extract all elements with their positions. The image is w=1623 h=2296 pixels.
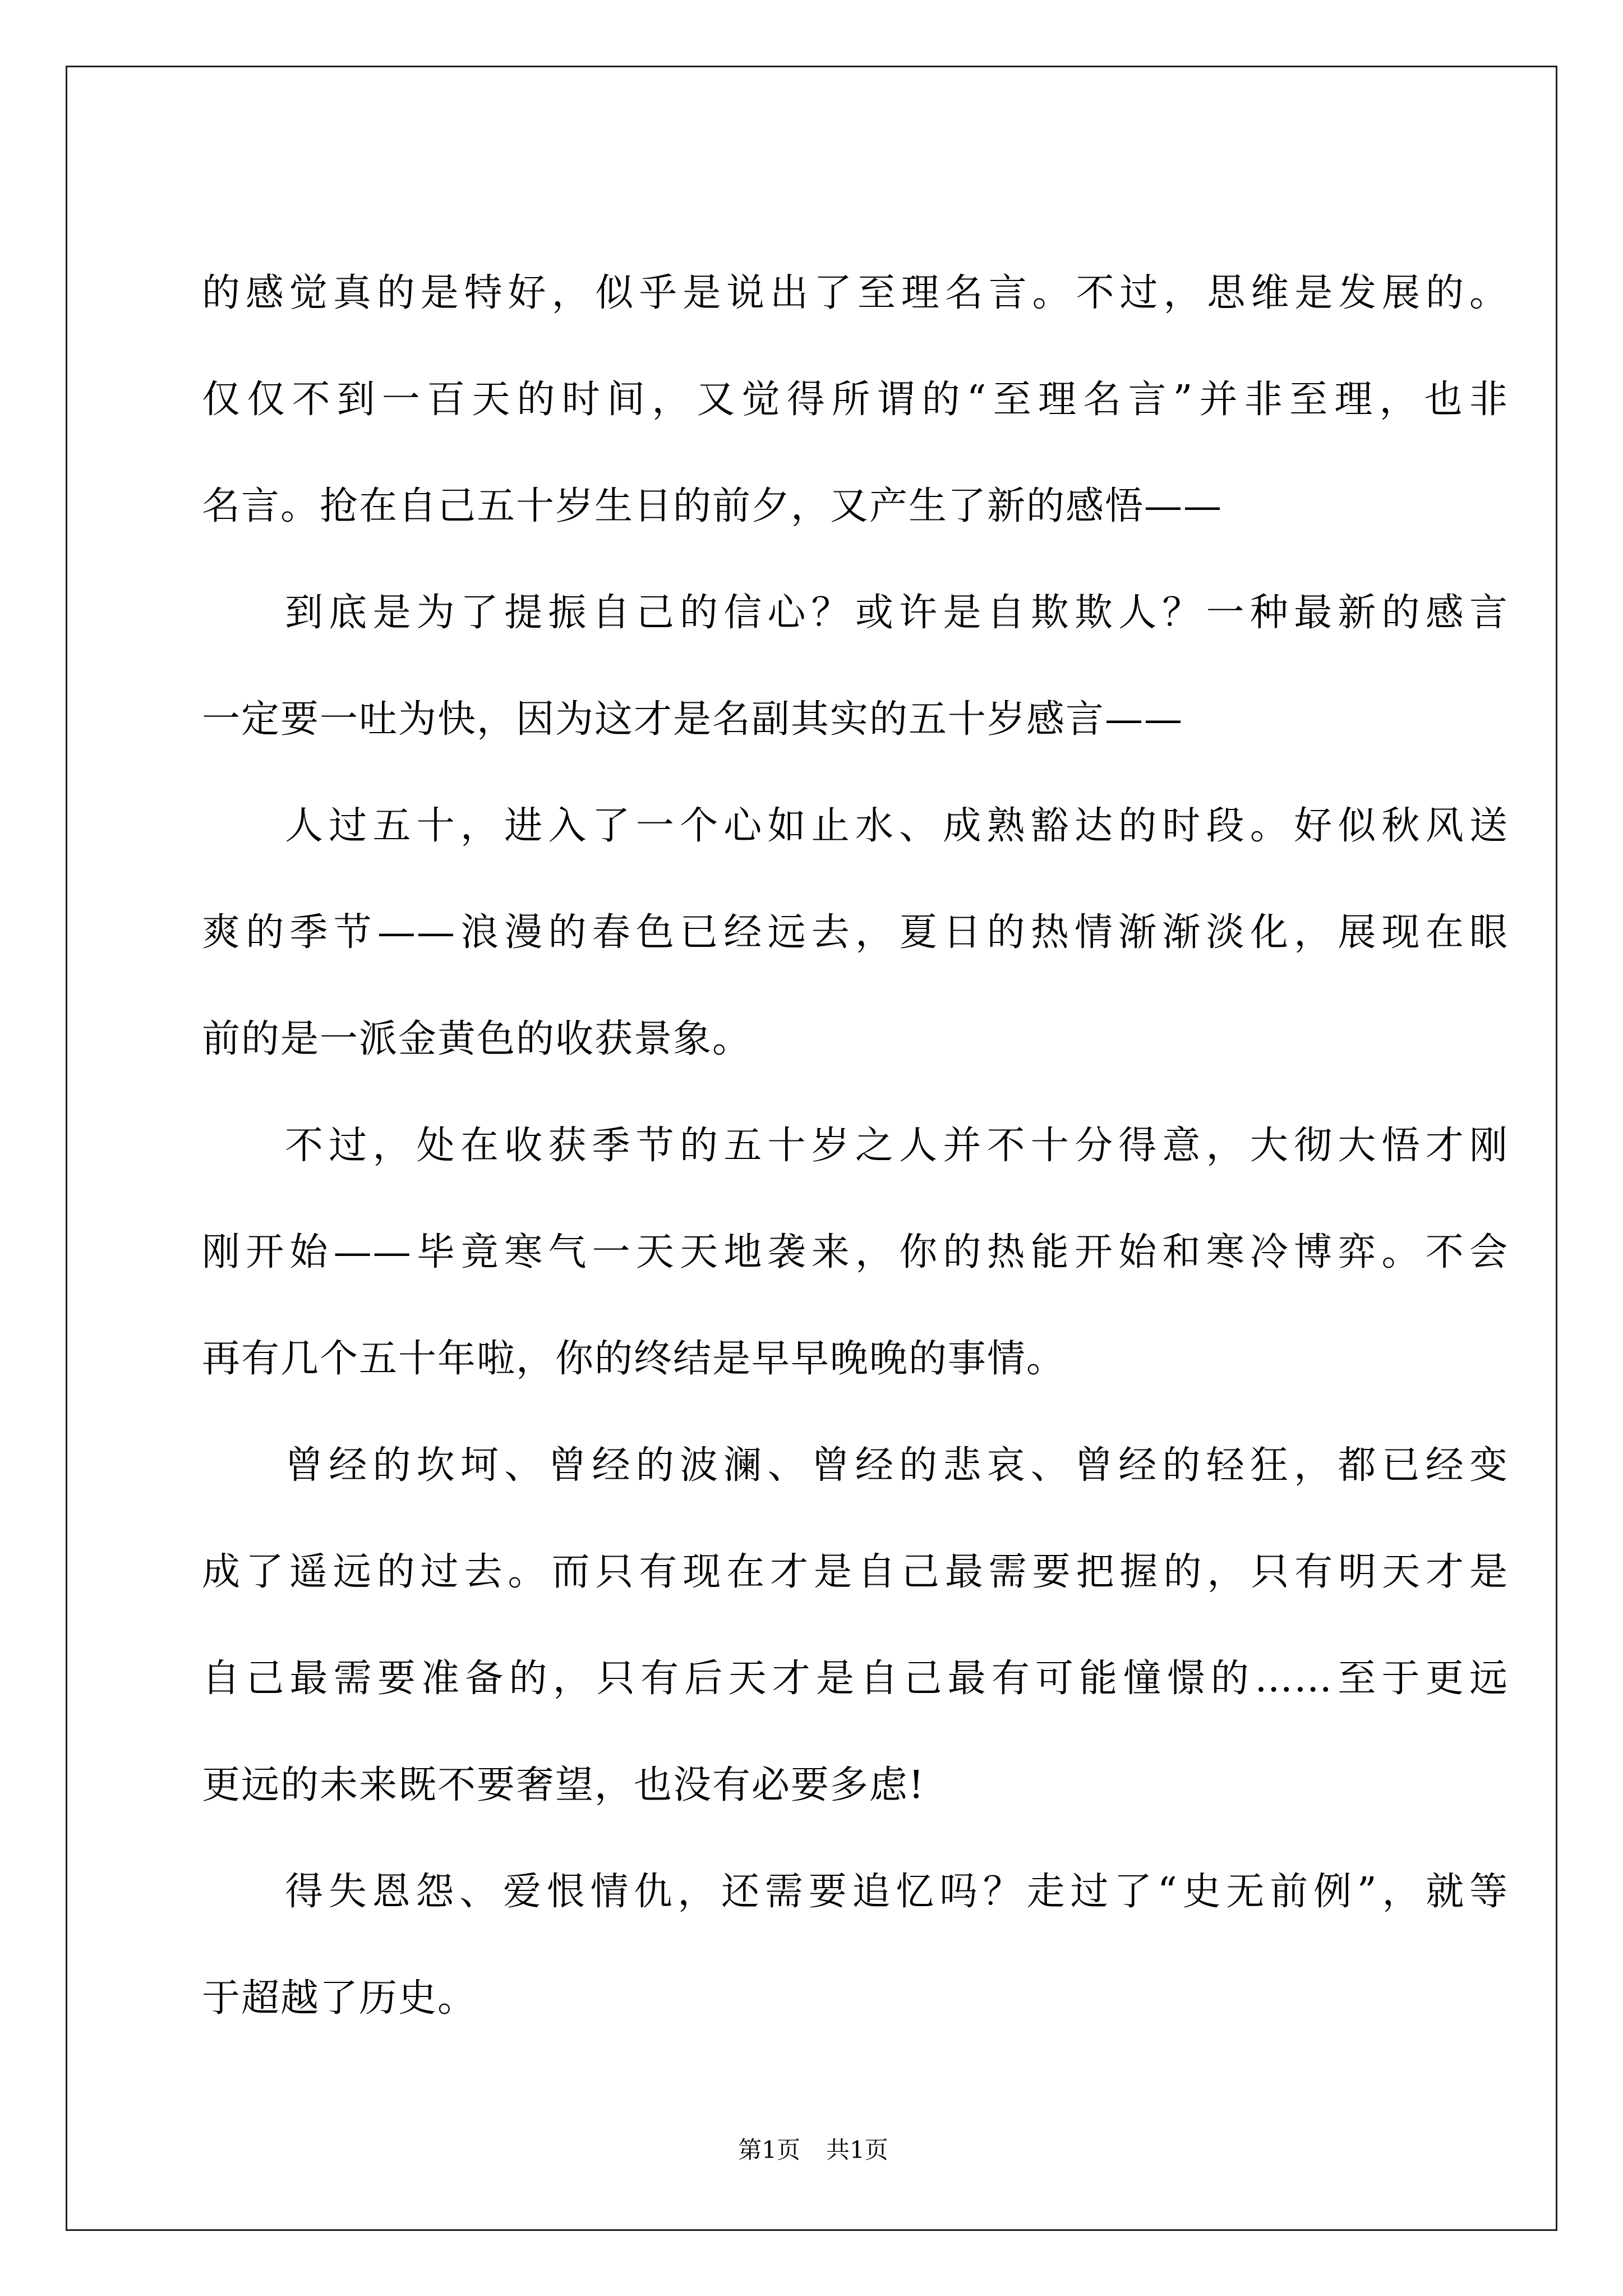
paragraph-first-line: 曾经的坎坷、曾经的波澜、曾经的悲哀、曾经的轻狂，都已经变 [285,1443,1509,1488]
text-line: 更远的未来既不要奢望，也没有必要多虑! [202,1763,925,1807]
text-line: 成了遥远的过去。而只有现在才是自己最需要把握的，只有明天才是 [202,1550,1509,1594]
page-footer [67,2136,1559,2164]
text-line: 名言。抢在自己五十岁生日的前夕，又产生了新的感悟—— [202,484,1223,528]
text-line: 再有几个五十年啦，你的终结是早早晚晚的事情。 [202,1337,1066,1381]
text-line: 一定要一吐为快，因为这才是名副其实的五十岁感言—— [202,697,1184,742]
text-line: 爽的季节——浪漫的春色已经远去，夏日的热情渐渐淡化，展现在眼 [202,910,1509,955]
paragraph-first-line: 到底是为了提振自己的信心？或许是自欺欺人？一种最新的感言 [285,591,1509,635]
page-number-current: 第1页 [738,2136,800,2164]
text-line: 仅仅不到一百天的时间，又觉得所谓的“至理名言”并非至理，也非 [202,378,1509,422]
text-line: 于超越了历史。 [202,1976,477,2021]
paragraph-first-line: 人过五十，进入了一个心如止水、成熟豁达的时段。好似秋风送 [285,804,1509,848]
text-line: 自己最需要准备的，只有后天才是自己最有可能憧憬的……至于更远 [202,1657,1509,1701]
document-body [202,67,1553,2233]
paragraph-first-line: 不过，处在收获季节的五十岁之人并不十分得意，大彻大悟才刚 [285,1124,1509,1168]
text-line: 刚开始——毕竟寒气一天天地袭来，你的热能开始和寒冷博弈。不会 [202,1230,1509,1274]
text-line: 的感觉真的是特好，似乎是说出了至理名言。不过，思维是发展的。 [202,271,1509,315]
paragraph-first-line: 得失恩怨、爱恨情仇，还需要追忆吗？走过了“史无前例”，就等 [285,1870,1509,1914]
page-frame [66,66,1557,2231]
text-line: 前的是一派金黄色的收获景象。 [202,1017,752,1061]
page-number-total: 共1页 [826,2136,888,2164]
